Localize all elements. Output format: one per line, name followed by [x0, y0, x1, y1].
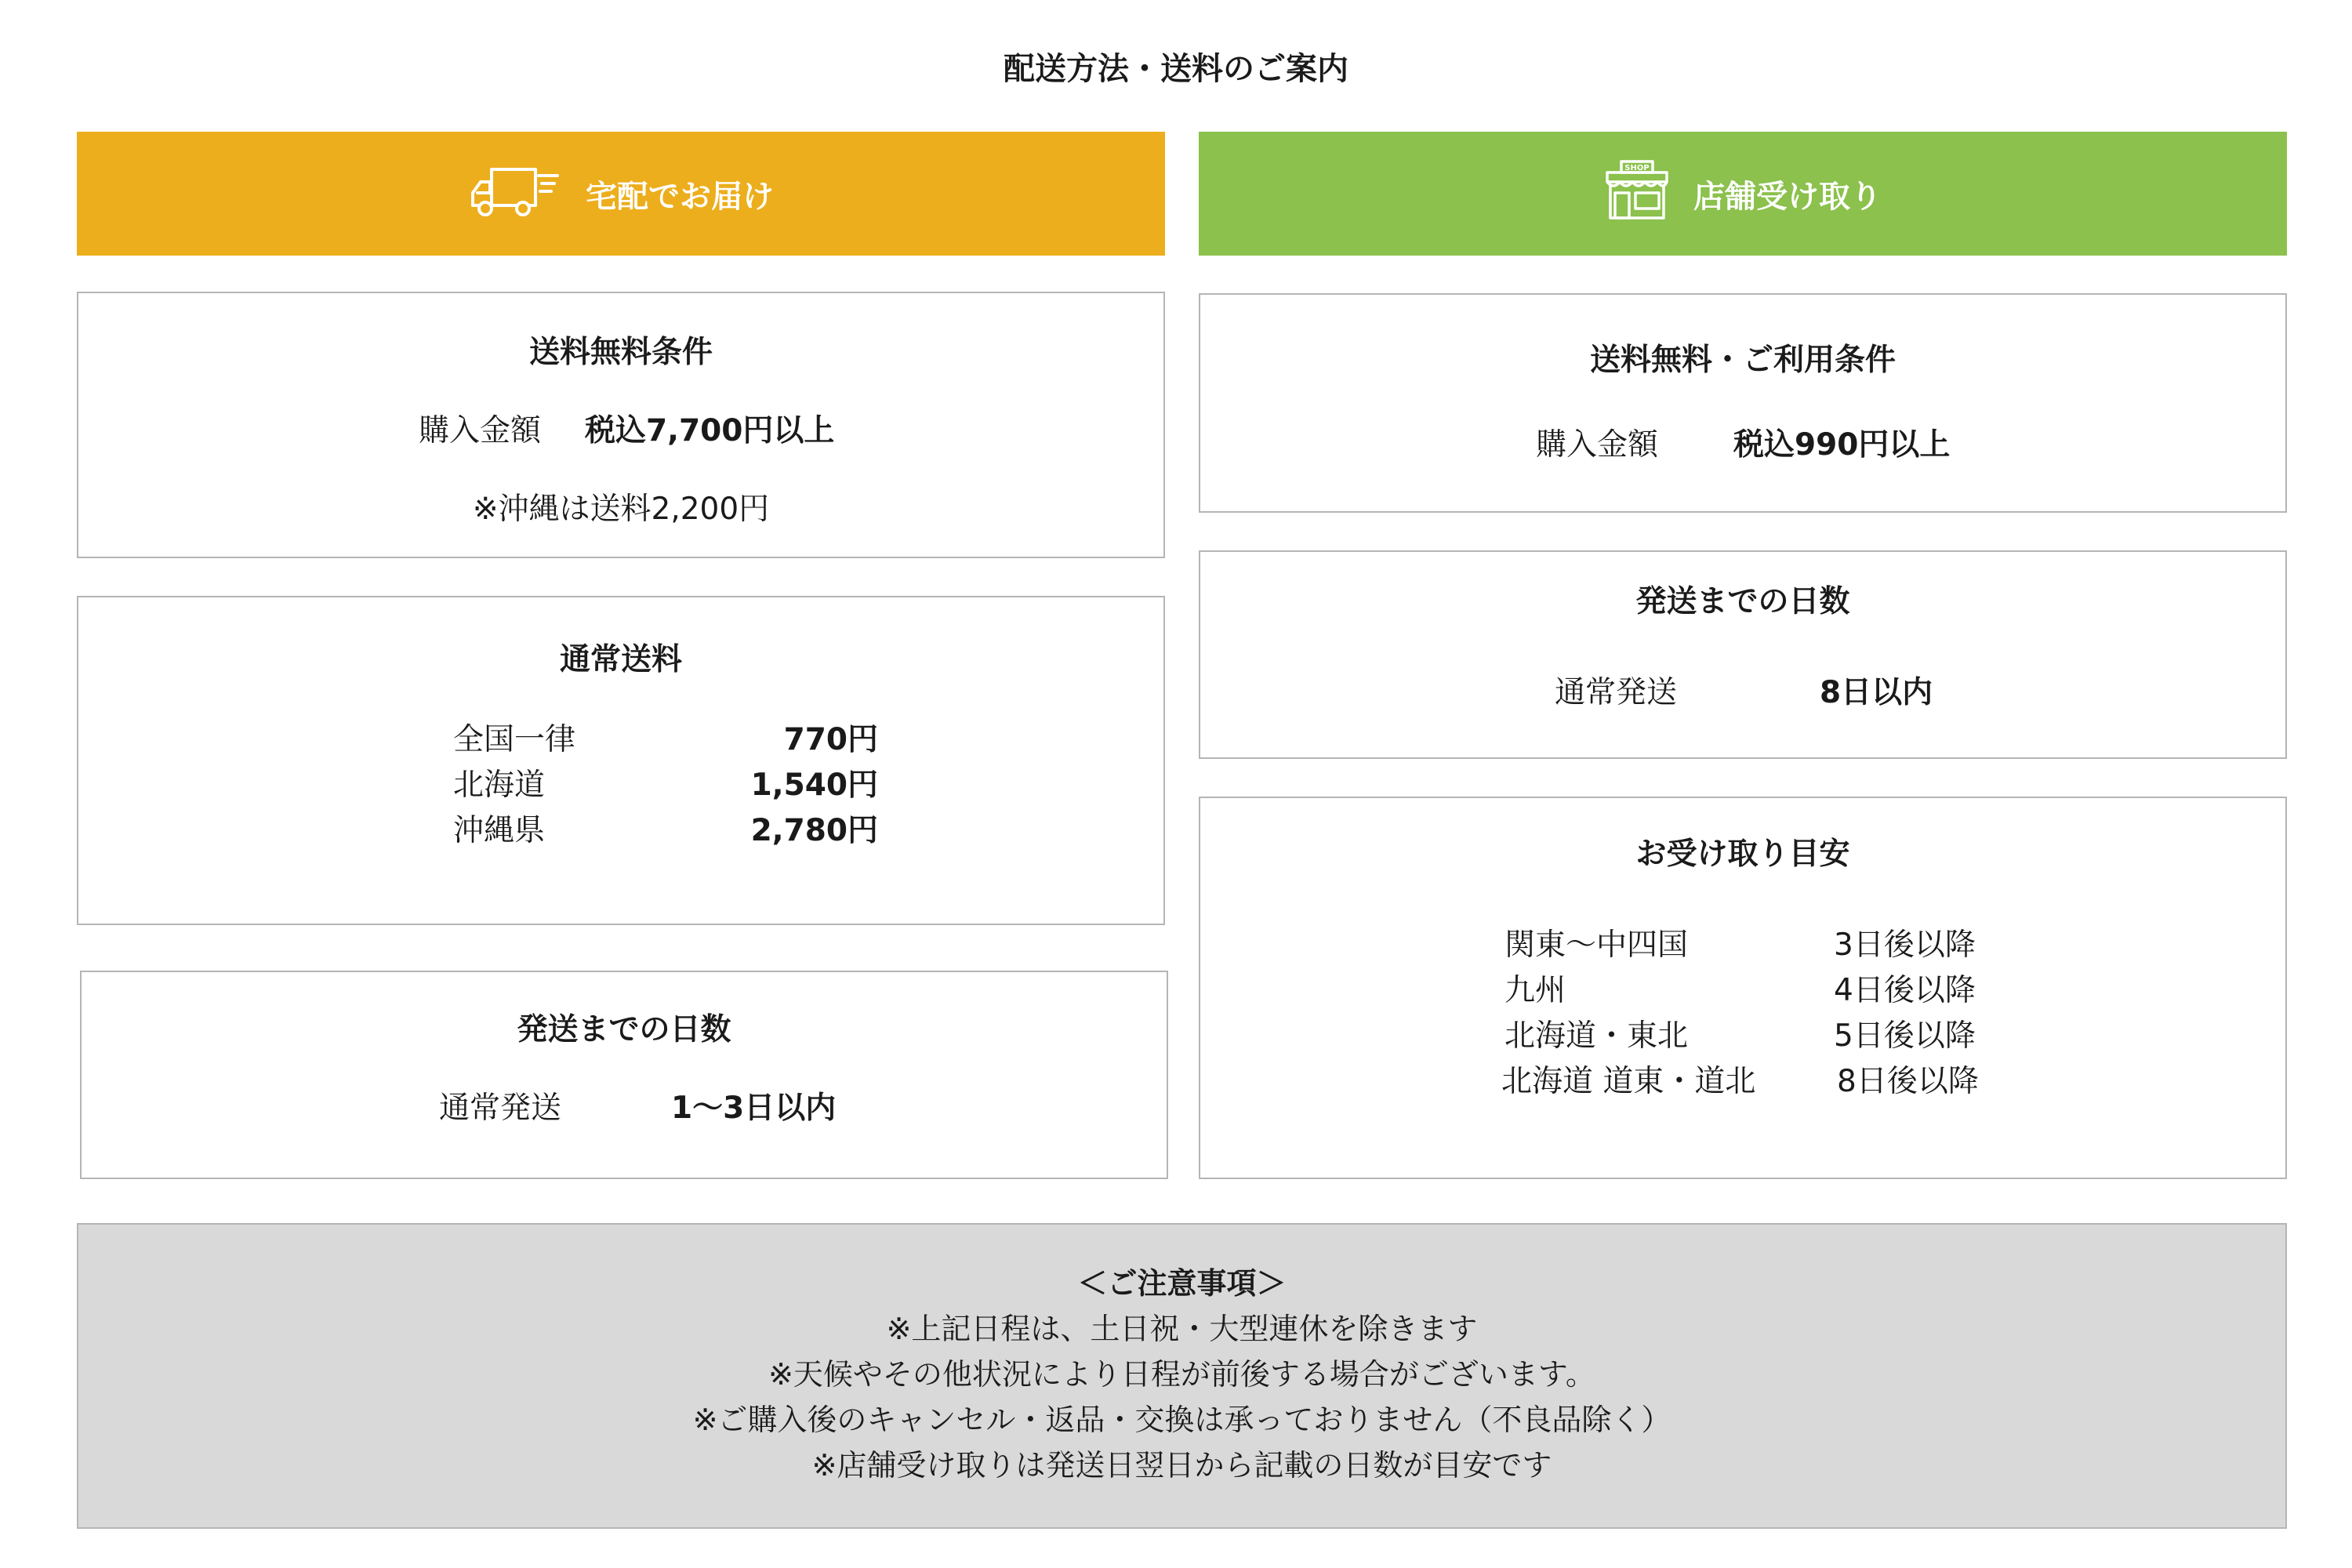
notes-title: ＜ご注意事項＞ [1077, 1266, 1287, 1301]
delivery-banner [77, 132, 1165, 256]
pickup-row-region: 九州 [1504, 973, 1566, 1008]
store-days-card [1199, 550, 2287, 759]
normal-shipping-title: 通常送料 [559, 642, 682, 677]
note-line: ※天候やその他状況により日程が前後する場合がございます。 [768, 1357, 1595, 1392]
shipping-row-region: 全国一律 [453, 722, 576, 757]
shipping-row-region: 沖縄県 [453, 813, 546, 848]
store-pickup-banner [1199, 132, 2287, 256]
pickup-row-days: 5日後以降 [1834, 1018, 1976, 1054]
shipping-row-price: 2,780円 [750, 813, 878, 848]
normal-dispatch-label: 通常発送 [439, 1091, 562, 1126]
pickup-estimate-title: お受け取り目安 [1635, 837, 1850, 872]
pickup-row-days: 4日後以降 [1834, 973, 1976, 1008]
note-line: ※ご購入後のキャンセル・返品・交換は承っておりません（不良品除く） [692, 1403, 1671, 1437]
delivery-banner-label: 宅配でお届け [586, 178, 774, 215]
delivery-days-title: 発送までの日数 [517, 1012, 731, 1047]
store-purchase-amount-value: 税込990円以上 [1733, 427, 1951, 463]
purchase-amount-label: 購入金額 [419, 413, 542, 448]
shop-sign-text: SHOP [1624, 164, 1650, 172]
pickup-row-region: 関東〜中四国 [1504, 927, 1689, 963]
okinawa-note: ※沖縄は送料2,200円 [472, 492, 770, 527]
notes-panel [77, 1223, 2287, 1529]
store-free-conditions-card [1199, 293, 2287, 513]
free-shipping-title: 送料無料条件 [528, 335, 713, 370]
pickup-row-days: 3日後以降 [1834, 927, 1976, 963]
delivery-normal-shipping-card [77, 596, 1165, 925]
delivery-days-card [80, 971, 1168, 1179]
pickup-row-days: 8日後以降 [1837, 1064, 1979, 1099]
shop-storefront-icon [1604, 158, 1693, 229]
delivery-truck-icon [468, 158, 586, 229]
store-purchase-amount-label: 購入金額 [1536, 427, 1659, 463]
store-banner-label: 店舗受け取り [1693, 178, 1882, 215]
shipping-row-price: 1,540円 [750, 768, 878, 803]
normal-dispatch-value: 1〜3日以内 [671, 1091, 837, 1126]
shipping-row-region: 北海道 [453, 768, 546, 803]
page-title: 配送方法・送料のご案内 [1004, 51, 1348, 87]
store-dispatch-value: 8日以内 [1820, 675, 1933, 710]
pickup-row-region: 北海道・東北 [1504, 1018, 1689, 1054]
store-days-title: 発送までの日数 [1635, 584, 1850, 619]
note-line: ※店舗受け取りは発送日翌日から記載の日数が目安です [811, 1448, 1552, 1483]
store-dispatch-label: 通常発送 [1555, 675, 1678, 710]
purchase-amount-value: 税込7,700円以上 [585, 413, 835, 448]
pickup-estimate-card [1199, 797, 2287, 1179]
delivery-free-shipping-card [77, 292, 1165, 558]
shipping-row-price: 770円 [783, 722, 878, 757]
pickup-row-region: 北海道 道東・道北 [1501, 1064, 1756, 1099]
store-free-conditions-title: 送料無料・ご利用条件 [1589, 343, 1896, 378]
note-line: ※上記日程は、土日祝・大型連休を除きます [886, 1312, 1478, 1346]
